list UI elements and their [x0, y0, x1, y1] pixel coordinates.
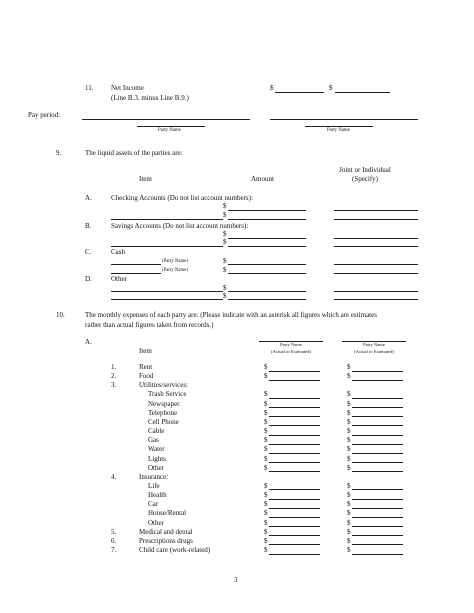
- expense-label: Lights: [148, 454, 166, 463]
- expense-label: Water: [148, 445, 165, 454]
- expense-label: Trash Service: [148, 390, 187, 399]
- expense-party-2-field[interactable]: [352, 416, 403, 417]
- currency-sign: $: [223, 292, 227, 300]
- savings-amount-2[interactable]: [228, 246, 306, 247]
- expense-party-1-field[interactable]: [269, 407, 320, 408]
- sub-letter-a: A.: [85, 338, 92, 346]
- currency-sign: $: [264, 408, 268, 417]
- expense-party-2-field[interactable]: [352, 407, 403, 408]
- party-2-header-line1: Party Name: [363, 342, 385, 347]
- currency-sign: $: [347, 390, 351, 399]
- currency-sign: $: [347, 417, 351, 426]
- currency-sign: $: [347, 454, 351, 463]
- expense-party-2-field[interactable]: [352, 444, 403, 445]
- currency-sign: $: [264, 417, 268, 426]
- expense-party-1-field[interactable]: [269, 416, 320, 417]
- currency-sign: $: [264, 527, 268, 536]
- checking-item-2[interactable]: [111, 219, 223, 220]
- savings-item-2[interactable]: [111, 246, 223, 247]
- currency-sign: $: [347, 546, 351, 554]
- checking-joint-2[interactable]: [334, 219, 418, 220]
- currency-sign: $: [347, 527, 351, 536]
- section-9-number: 9.: [56, 149, 62, 157]
- currency-sign: $: [264, 363, 268, 371]
- expense-party-2-field[interactable]: [352, 554, 403, 555]
- other-joint-2[interactable]: [334, 299, 418, 300]
- currency-sign: $: [347, 463, 351, 472]
- currency-sign: $: [347, 500, 351, 509]
- expense-label: Insurance:: [139, 472, 169, 481]
- expense-party-1-field[interactable]: [269, 453, 320, 454]
- expense-label: Rent: [139, 363, 153, 371]
- net-income-label: Net Income: [111, 84, 144, 92]
- pay-period-label: Pay period:: [28, 111, 61, 119]
- expense-party-1-field[interactable]: [269, 444, 320, 445]
- net-income-field-2[interactable]: [335, 92, 390, 93]
- currency-sign: $: [223, 230, 227, 238]
- cash-party-name-caption: (Party Name): [162, 268, 188, 273]
- currency-sign: $: [347, 509, 351, 518]
- cash-amount-1[interactable]: [228, 264, 306, 265]
- currency-sign: $: [223, 257, 227, 265]
- expense-party-1-field[interactable]: [269, 380, 320, 381]
- expense-label: Prescriptions drugs: [139, 536, 193, 545]
- row-letter-a: A.: [85, 194, 92, 202]
- expense-label: Cable: [148, 427, 165, 436]
- expense-party-2-field[interactable]: [352, 371, 403, 372]
- expense-label: Child care (work-related): [139, 546, 211, 554]
- currency-sign: $: [264, 445, 268, 454]
- net-income-sublabel: (Line B.3. minus Line B.9.): [111, 94, 189, 102]
- currency-sign: $: [347, 518, 351, 527]
- currency-sign: $: [347, 536, 351, 545]
- expense-label: Telephone: [148, 408, 178, 417]
- currency-sign: $: [264, 454, 268, 463]
- currency-sign: $: [223, 211, 227, 219]
- expense-party-2-field[interactable]: [352, 499, 403, 500]
- currency-sign: $: [347, 491, 351, 500]
- currency-sign: $: [264, 491, 268, 500]
- cash-amount-2[interactable]: [228, 273, 306, 274]
- cash-joint-2[interactable]: [334, 273, 418, 274]
- expense-party-2-field[interactable]: [352, 471, 403, 472]
- currency-sign: $: [264, 481, 268, 490]
- expense-party-1-field[interactable]: [269, 554, 320, 555]
- row-letter-b: B.: [85, 222, 92, 230]
- expense-party-1-field[interactable]: [269, 462, 320, 463]
- cash-party-2-field[interactable]: [111, 273, 161, 274]
- other-item-1[interactable]: [111, 291, 223, 292]
- other-item-2[interactable]: [111, 299, 223, 300]
- expense-party-2-field[interactable]: [352, 453, 403, 454]
- party-name-caption: Party Name: [327, 128, 350, 133]
- currency-sign: $: [223, 284, 227, 292]
- net-income-number: 11.: [85, 84, 94, 92]
- currency-sign: $: [223, 202, 227, 210]
- expense-label: Life: [148, 481, 160, 490]
- checking-accounts-label: Checking Accounts (Do not list account numbers):: [111, 194, 253, 202]
- expense-label: Other: [148, 463, 164, 472]
- currency-sign: $: [329, 84, 333, 92]
- pay-period-field-2[interactable]: [270, 119, 418, 120]
- expense-number: 1.: [111, 363, 117, 371]
- expense-number: 7.: [111, 546, 117, 554]
- expense-party-1-field[interactable]: [269, 544, 320, 545]
- expense-label: Newspaper: [148, 399, 180, 408]
- currency-sign: $: [264, 546, 268, 554]
- currency-sign: $: [264, 536, 268, 545]
- expense-party-2-field[interactable]: [352, 425, 403, 426]
- expense-party-2-field[interactable]: [352, 535, 403, 536]
- currency-sign: $: [347, 363, 351, 371]
- currency-sign: $: [264, 372, 268, 381]
- expense-party-1-field[interactable]: [269, 535, 320, 536]
- cash-label: Cash: [111, 248, 125, 256]
- savings-joint-2[interactable]: [334, 246, 418, 247]
- currency-sign: $: [347, 436, 351, 445]
- expense-party-2-field[interactable]: [352, 462, 403, 463]
- expense-party-1-field[interactable]: [269, 489, 320, 490]
- expense-party-1-field[interactable]: [269, 425, 320, 426]
- net-income-field-1[interactable]: [275, 92, 324, 93]
- expense-label: Other: [148, 518, 164, 527]
- expense-number: 6.: [111, 536, 117, 545]
- other-amount-1[interactable]: [228, 291, 306, 292]
- section-9-title: The liquid assets of the parties are:: [85, 149, 183, 157]
- other-amount-2[interactable]: [228, 299, 306, 300]
- section-10-title-line1: The monthly expenses of each party are: (Please indicate with an asterisk all figures which are estimates: [85, 311, 377, 319]
- expense-party-2-field[interactable]: [352, 435, 403, 436]
- currency-sign: $: [223, 266, 227, 274]
- expense-party-2-field[interactable]: [352, 380, 403, 381]
- currency-sign: $: [347, 481, 351, 490]
- other-assets-label: Other: [111, 275, 127, 283]
- cash-party-name-caption: (Party Name): [162, 259, 188, 264]
- currency-sign: $: [264, 500, 268, 509]
- expense-party-2-field[interactable]: [352, 544, 403, 545]
- savings-amount-1[interactable]: [228, 238, 306, 239]
- expense-number: 4.: [111, 472, 117, 481]
- expense-party-1-field[interactable]: [269, 435, 320, 436]
- currency-sign: $: [347, 399, 351, 408]
- currency-sign: $: [264, 463, 268, 472]
- party-name-caption: Party Name: [158, 128, 181, 133]
- expense-item-header: Item: [139, 347, 152, 355]
- currency-sign: $: [270, 84, 274, 92]
- expense-party-2-field[interactable]: [352, 508, 403, 509]
- cash-joint-1[interactable]: [334, 264, 418, 265]
- currency-sign: $: [223, 238, 227, 246]
- currency-sign: $: [264, 427, 268, 436]
- page-number: 3: [234, 576, 238, 584]
- currency-sign: $: [347, 372, 351, 381]
- currency-sign: $: [347, 445, 351, 454]
- expense-party-2-field[interactable]: [352, 489, 403, 490]
- expense-party-1-field[interactable]: [269, 398, 320, 399]
- savings-accounts-label: Savings Accounts (Do not list account numbers):: [111, 222, 249, 230]
- expense-label: House/Rental: [148, 509, 187, 518]
- expense-label: Utilities/services:: [139, 381, 188, 390]
- currency-sign: $: [264, 509, 268, 518]
- expense-label: Cell Phone: [148, 417, 179, 426]
- joint-header-line2: (Specify): [351, 175, 379, 183]
- expense-label: Gas: [148, 436, 159, 445]
- expense-label: Health: [148, 491, 167, 500]
- expense-party-1-field[interactable]: [269, 526, 320, 527]
- currency-sign: $: [347, 427, 351, 436]
- expense-label: Car: [148, 500, 159, 509]
- row-letter-d: D.: [85, 275, 92, 283]
- party-1-header-line1: Party Name: [280, 342, 302, 347]
- item-column-header: Item: [139, 175, 152, 183]
- expense-party-2-field[interactable]: [352, 517, 403, 518]
- expense-label: Medical and dental: [139, 527, 193, 536]
- currency-sign: $: [264, 399, 268, 408]
- currency-sign: $: [264, 436, 268, 445]
- currency-sign: $: [347, 408, 351, 417]
- joint-header-line1: Joint or Individual: [339, 166, 391, 174]
- amount-column-header: Amount: [251, 175, 274, 183]
- expense-party-1-field[interactable]: [269, 371, 320, 372]
- checking-amount-1[interactable]: [228, 210, 306, 211]
- currency-sign: $: [264, 518, 268, 527]
- party-2-header-line2: (Actual or Estimated): [354, 349, 394, 354]
- section-10-number: 10.: [56, 311, 65, 319]
- expense-number: 2.: [111, 372, 117, 381]
- savings-joint-1[interactable]: [334, 238, 418, 239]
- expense-party-1-field[interactable]: [269, 517, 320, 518]
- party-name-field-2[interactable]: [305, 126, 373, 127]
- section-10-title-line2: rather than actual figures taken from records.): [85, 321, 214, 329]
- currency-sign: $: [264, 390, 268, 399]
- expense-number: 3.: [111, 381, 117, 390]
- checking-amount-2[interactable]: [228, 219, 306, 220]
- other-joint-1[interactable]: [334, 291, 418, 292]
- expense-party-2-field[interactable]: [352, 526, 403, 527]
- expense-party-2-field[interactable]: [352, 398, 403, 399]
- expense-label: Food: [139, 372, 154, 381]
- cash-party-1-field[interactable]: [111, 264, 161, 265]
- party-name-field-1[interactable]: [137, 126, 205, 127]
- checking-joint-1[interactable]: [334, 210, 418, 211]
- expense-number: 5.: [111, 527, 117, 536]
- pay-period-field-1[interactable]: [82, 119, 250, 120]
- row-letter-c: C.: [85, 248, 92, 256]
- expense-party-1-field[interactable]: [269, 471, 320, 472]
- expense-party-1-field[interactable]: [269, 499, 320, 500]
- expense-party-1-field[interactable]: [269, 508, 320, 509]
- party-1-header-line2: (Actual or Estimated): [271, 349, 311, 354]
